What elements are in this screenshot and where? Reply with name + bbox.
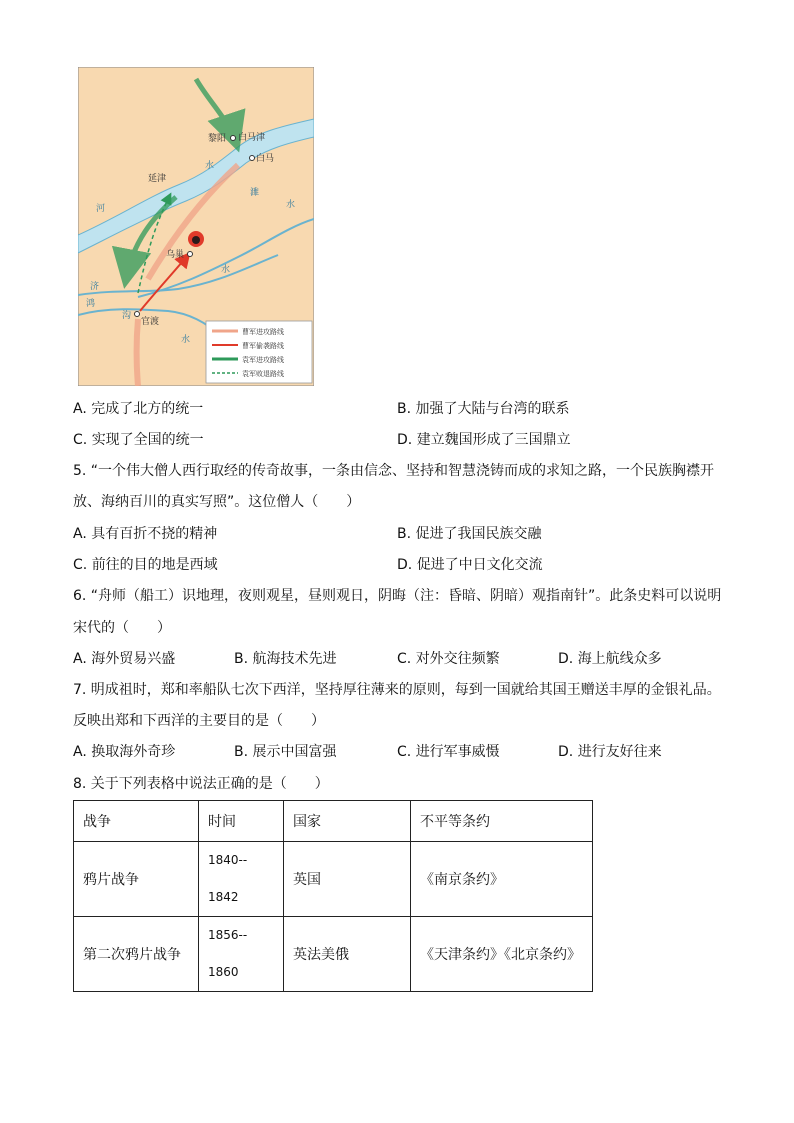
- svg-text:水: 水: [286, 200, 296, 210]
- svg-text:水: 水: [205, 161, 215, 171]
- war-treaty-table: [73, 800, 593, 992]
- q5-option-b[interactable]: B. 促进了我国民族交融: [397, 526, 542, 542]
- table-header-row: [74, 801, 593, 842]
- table-cell-time: 1856-- 1860: [199, 917, 284, 992]
- table-header-cell: 不平等条约: [411, 801, 593, 842]
- table-cell: 第二次鸦片战争: [74, 917, 199, 992]
- legend-item: 袁军进攻路线: [242, 356, 284, 364]
- q6-option-a[interactable]: A. 海外贸易兴盛: [73, 651, 176, 667]
- q4-option-d[interactable]: D. 建立魏国形成了三国鼎立: [397, 432, 571, 448]
- q4-option-a[interactable]: A. 完成了北方的统一: [73, 401, 204, 417]
- svg-text:沟: 沟: [122, 311, 132, 321]
- q7-option-b[interactable]: B. 展示中国富强: [234, 744, 337, 760]
- table-row: [74, 842, 593, 917]
- table-cell-time: 1840-- 1842: [199, 842, 284, 917]
- q4-option-c[interactable]: C. 实现了全国的统一: [73, 432, 204, 448]
- cao-advance-route: [137, 319, 139, 386]
- place-wuchao: 乌巢: [166, 250, 185, 260]
- svg-text:濉: 濉: [250, 188, 260, 198]
- q6-option-c[interactable]: C. 对外交往频繁: [397, 651, 500, 667]
- guandu-battle-map: [78, 67, 314, 386]
- place-liyang: 黎阳: [208, 134, 227, 144]
- q6-option-b[interactable]: B. 航海技术先进: [234, 651, 337, 667]
- table-row: [74, 917, 593, 992]
- map-legend: [206, 321, 312, 383]
- q7-option-d[interactable]: D. 进行友好往来: [558, 744, 662, 760]
- table-header-cell: 战争: [74, 801, 199, 842]
- q6-stem-line2: 宋代的（ ）: [73, 620, 171, 636]
- q8-stem: 8. 关于下列表格中说法正确的是（ ）: [73, 776, 329, 792]
- table-cell: 《天津条约》《北京条约》: [411, 917, 593, 992]
- legend-item: 曹军进攻路线: [242, 328, 284, 336]
- q5-stem-line1: 5. “一个伟大僧人西行取经的传奇故事，一条由信念、坚持和智慧浇铸而成的求知之路，一个民族胸襟开: [73, 463, 715, 479]
- q7-stem-line1: 7. 明成祖时，郑和率船队七次下西洋，坚持厚往薄来的原则，每到一国就给其国王赠送丰厚的金银礼品。: [73, 682, 721, 698]
- table-cell: 英国: [284, 842, 411, 917]
- q6-stem-line1: 6. “舟师（船工）识地理，夜则观星，昼则观日，阴晦（注：昏暗、阴暗）观指南针”。此条史料可以说明: [73, 588, 722, 604]
- place-yanjin: 延津: [148, 174, 167, 184]
- table-cell: 英法美俄: [284, 917, 411, 992]
- q5-stem-line2: 放、海纳百川的真实写照”。这位僧人（ ）: [73, 494, 361, 510]
- place-guandu: 官渡: [141, 317, 160, 327]
- table-header-cell: 国家: [284, 801, 411, 842]
- q5-option-d[interactable]: D. 促进了中日文化交流: [397, 557, 543, 573]
- q7-option-a[interactable]: A. 换取海外奇珍: [73, 744, 176, 760]
- svg-text:水: 水: [181, 335, 191, 345]
- table-cell: 《南京条约》: [411, 842, 593, 917]
- svg-text:水: 水: [221, 265, 231, 275]
- q7-option-c[interactable]: C. 进行军事威慑: [397, 744, 500, 760]
- q5-option-a[interactable]: A. 具有百折不挠的精神: [73, 526, 218, 542]
- place-baimajin: 白马津: [238, 133, 266, 143]
- svg-text:鸿: 鸿: [86, 299, 96, 309]
- svg-text:河: 河: [96, 204, 106, 214]
- place-baima: 白马: [256, 154, 275, 164]
- svg-text:济: 济: [90, 282, 100, 292]
- q7-stem-line2: 反映出郑和下西洋的主要目的是（ ）: [73, 713, 325, 729]
- legend-item: 袁军败退路线: [242, 370, 284, 378]
- q5-option-c[interactable]: C. 前往的目的地是西域: [73, 557, 218, 573]
- q6-option-d[interactable]: D. 海上航线众多: [558, 651, 662, 667]
- q4-option-b[interactable]: B. 加强了大陆与台湾的联系: [397, 401, 570, 417]
- table-header-cell: 时间: [199, 801, 284, 842]
- table-cell: 鸦片战争: [74, 842, 199, 917]
- legend-item: 曹军偷袭路线: [242, 342, 284, 350]
